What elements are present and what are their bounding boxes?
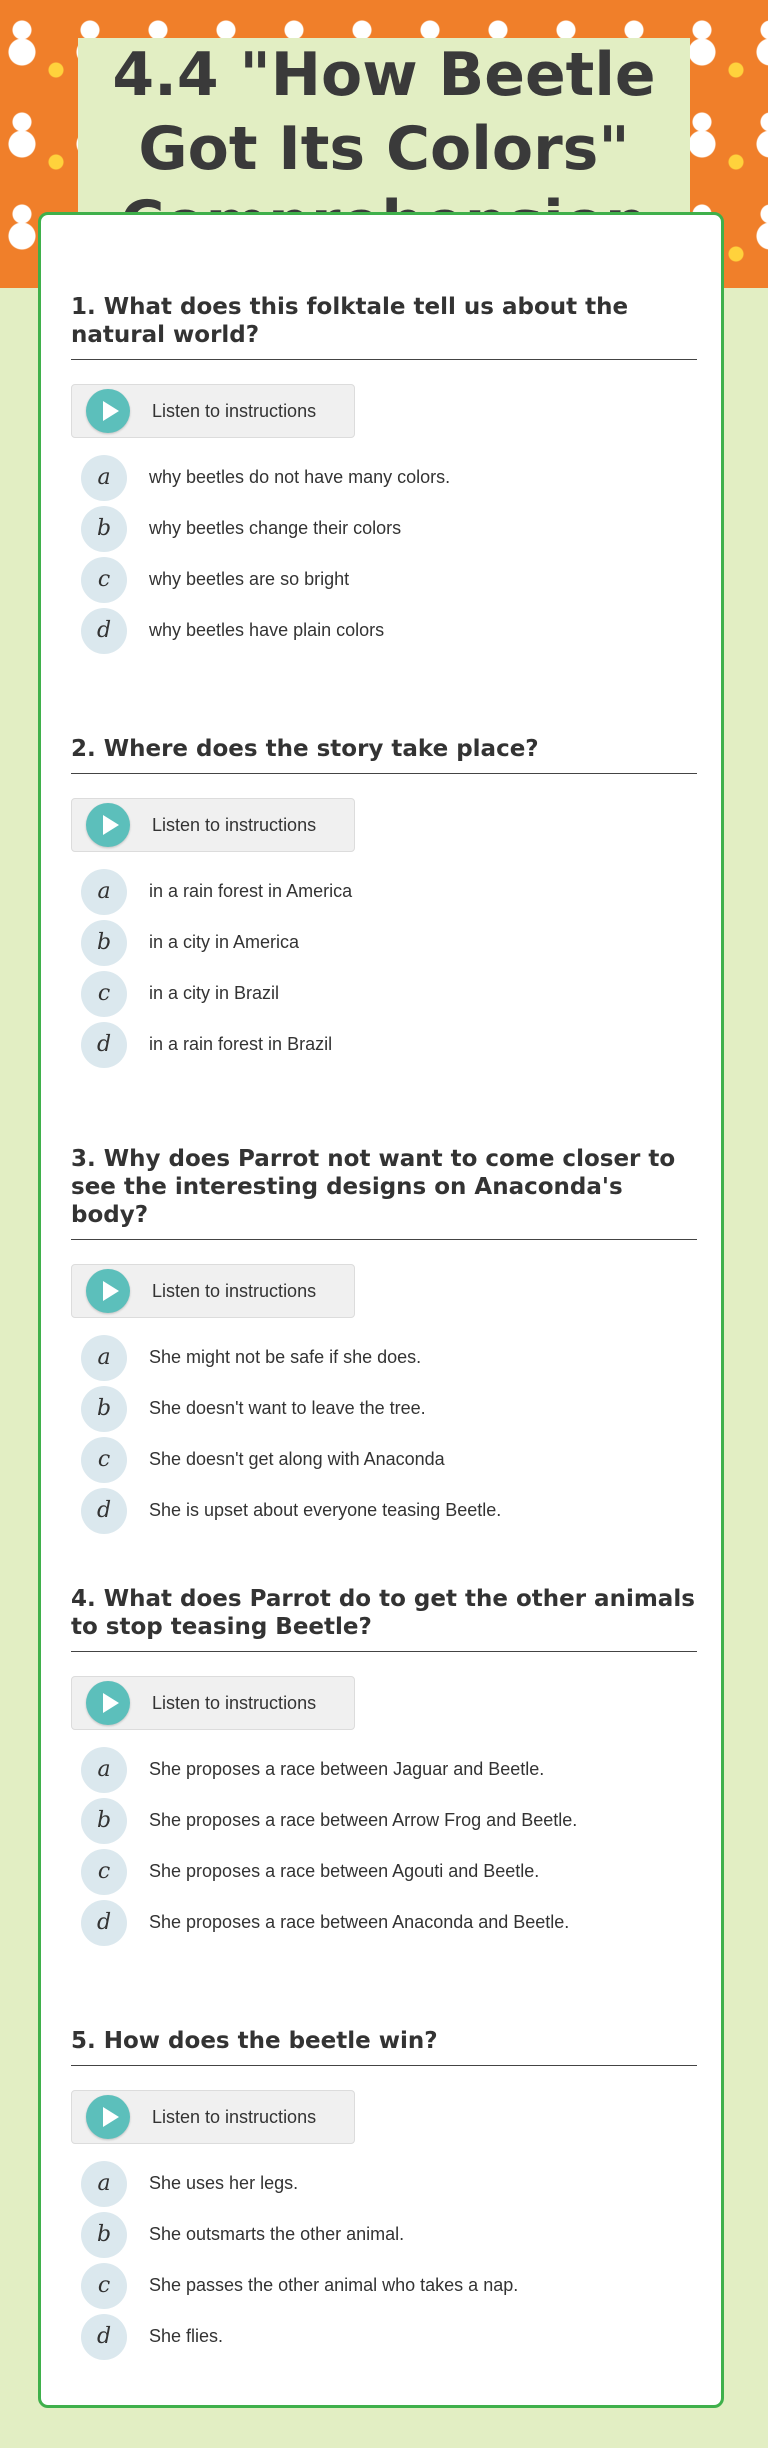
answer-option-c[interactable] bbox=[71, 2260, 697, 2311]
option-letter: c bbox=[81, 1437, 127, 1483]
question-title: 1. What does this folktale tell us about the natural world? bbox=[71, 293, 697, 360]
quiz-card bbox=[38, 212, 724, 2408]
answer-option-b[interactable] bbox=[71, 1383, 697, 1434]
answer-option-b[interactable] bbox=[71, 2209, 697, 2260]
listen-button[interactable] bbox=[71, 798, 355, 852]
answer-options bbox=[71, 866, 697, 1070]
option-letter: c bbox=[81, 971, 127, 1017]
option-text: in a city in Brazil bbox=[149, 983, 280, 1003]
option-text: She doesn't want to leave the tree. bbox=[149, 1398, 426, 1418]
option-text: She proposes a race between Jaguar and Beetle. bbox=[149, 1759, 545, 1779]
option-text: She might not be safe if she does. bbox=[149, 1347, 422, 1367]
play-icon[interactable] bbox=[86, 389, 130, 433]
option-text: why beetles do not have many colors. bbox=[149, 467, 451, 487]
listen-label: Listen to instructions bbox=[152, 1280, 317, 1301]
answer-option-c[interactable] bbox=[71, 1434, 697, 1485]
listen-button[interactable] bbox=[71, 1676, 355, 1730]
question-1 bbox=[71, 293, 697, 656]
answer-option-a[interactable] bbox=[71, 1332, 697, 1383]
question-title: 3. Why does Parrot not want to come closer to see the interesting designs on Anaconda's body? bbox=[71, 1145, 697, 1240]
play-icon[interactable] bbox=[86, 803, 130, 847]
answer-option-d[interactable] bbox=[71, 2311, 697, 2362]
listen-button[interactable] bbox=[71, 384, 355, 438]
listen-label: Listen to instructions bbox=[152, 1692, 317, 1713]
option-letter: b bbox=[81, 506, 127, 552]
option-letter: c bbox=[81, 1849, 127, 1895]
option-letter: b bbox=[81, 920, 127, 966]
option-text: She proposes a race between Anaconda and Beetle. bbox=[149, 1912, 570, 1932]
answer-options bbox=[71, 2158, 697, 2362]
play-icon[interactable] bbox=[86, 2095, 130, 2139]
answer-option-a[interactable] bbox=[71, 2158, 697, 2209]
question-title: 4. What does Parrot do to get the other animals to stop teasing Beetle? bbox=[71, 1585, 697, 1652]
question-2 bbox=[71, 735, 697, 1070]
answer-option-d[interactable] bbox=[71, 1897, 697, 1948]
answer-option-c[interactable] bbox=[71, 1846, 697, 1897]
answer-option-c[interactable] bbox=[71, 554, 697, 605]
listen-label: Listen to instructions bbox=[152, 2106, 317, 2127]
answer-options bbox=[71, 452, 697, 656]
option-letter: d bbox=[81, 608, 127, 654]
answer-options bbox=[71, 1744, 697, 1948]
option-text: She doesn't get along with Anaconda bbox=[149, 1449, 445, 1469]
option-text: She passes the other animal who takes a nap. bbox=[149, 2275, 519, 2295]
option-letter: a bbox=[81, 1747, 127, 1793]
option-letter: a bbox=[81, 455, 127, 501]
option-letter: a bbox=[81, 1335, 127, 1381]
play-icon[interactable] bbox=[86, 1269, 130, 1313]
option-letter: d bbox=[81, 1488, 127, 1534]
answer-option-a[interactable] bbox=[71, 866, 697, 917]
answer-option-b[interactable] bbox=[71, 503, 697, 554]
option-text: why beetles change their colors bbox=[149, 518, 402, 538]
play-icon[interactable] bbox=[86, 1681, 130, 1725]
option-letter: c bbox=[81, 2263, 127, 2309]
option-letter: b bbox=[81, 2212, 127, 2258]
answer-option-d[interactable] bbox=[71, 1485, 697, 1536]
answer-option-d[interactable] bbox=[71, 605, 697, 656]
option-text: She flies. bbox=[149, 2326, 224, 2346]
question-5 bbox=[71, 2027, 697, 2362]
listen-button[interactable] bbox=[71, 1264, 355, 1318]
option-letter: b bbox=[81, 1386, 127, 1432]
option-letter: d bbox=[81, 2314, 127, 2360]
option-text: in a city in America bbox=[149, 932, 300, 952]
answer-option-b[interactable] bbox=[71, 1795, 697, 1846]
option-letter: d bbox=[81, 1022, 127, 1068]
option-letter: a bbox=[81, 869, 127, 915]
question-title: 5. How does the beetle win? bbox=[71, 2027, 697, 2066]
option-text: in a rain forest in America bbox=[149, 881, 353, 901]
answer-option-c[interactable] bbox=[71, 968, 697, 1019]
answer-options bbox=[71, 1332, 697, 1536]
answer-option-a[interactable] bbox=[71, 1744, 697, 1795]
page-title: 4.4 "How Beetle Got Its Colors" bbox=[112, 40, 656, 184]
option-letter: d bbox=[81, 1900, 127, 1946]
option-text: She uses her legs. bbox=[149, 2173, 299, 2193]
option-text: She is upset about everyone teasing Beetle. bbox=[149, 1500, 502, 1520]
listen-label: Listen to instructions bbox=[152, 814, 317, 835]
listen-label: Listen to instructions bbox=[152, 400, 317, 421]
option-letter: b bbox=[81, 1798, 127, 1844]
answer-option-b[interactable] bbox=[71, 917, 697, 968]
option-text: why beetles are so bright bbox=[149, 569, 350, 589]
option-letter: c bbox=[81, 557, 127, 603]
option-text: why beetles have plain colors bbox=[149, 620, 385, 640]
question-3 bbox=[71, 1145, 697, 1536]
option-letter: a bbox=[81, 2161, 127, 2207]
question-4 bbox=[71, 1585, 697, 1948]
option-text: in a rain forest in Brazil bbox=[149, 1034, 333, 1054]
option-text: She proposes a race between Arrow Frog and Beetle. bbox=[149, 1810, 578, 1830]
option-text: She outsmarts the other animal. bbox=[149, 2224, 405, 2244]
question-title: 2. Where does the story take place? bbox=[71, 735, 697, 774]
answer-option-a[interactable] bbox=[71, 452, 697, 503]
answer-option-d[interactable] bbox=[71, 1019, 697, 1070]
option-text: She proposes a race between Agouti and Beetle. bbox=[149, 1861, 540, 1881]
listen-button[interactable] bbox=[71, 2090, 355, 2144]
